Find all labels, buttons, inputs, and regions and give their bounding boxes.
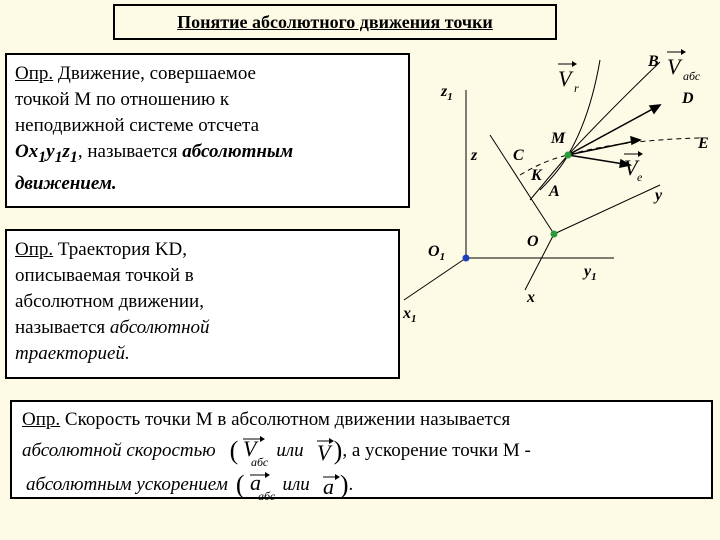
def1-called: , называется	[77, 141, 183, 162]
def3-line1	[22, 406, 701, 434]
def2-line3: абсолютном движении,	[15, 291, 204, 312]
v-r-arrow	[568, 140, 640, 155]
v-symbol: V	[316, 440, 331, 465]
a-symbol: a	[322, 474, 334, 499]
label-y: y	[655, 187, 663, 204]
v-r-arrowhead	[631, 137, 640, 144]
def1-line5: движением.	[15, 172, 117, 194]
v-abs-symbol: V	[243, 436, 257, 461]
v-abs-vector	[240, 434, 269, 469]
def3-abs-velocity: абсолютной скоростью	[22, 440, 216, 461]
a-abs-symbol: a	[249, 470, 261, 495]
def1-z: z	[62, 141, 70, 162]
v-abs-arrowhead	[650, 105, 660, 113]
v-abs-arrow	[568, 105, 660, 155]
def1-absolute: абсолютным	[182, 141, 294, 162]
label-z1: $z_1$	[441, 83, 453, 103]
x1-axis	[404, 258, 466, 300]
ve-sub: e	[637, 170, 643, 184]
def1-sub2: 1	[54, 148, 63, 166]
origin-o1-point	[463, 255, 470, 262]
v-vector	[314, 436, 334, 466]
label-ve	[624, 151, 643, 184]
def3-line2	[22, 434, 701, 468]
label-z: z	[471, 147, 478, 164]
v-abs-sub: абс	[251, 455, 269, 469]
def2-text1: Траектория KD,	[53, 239, 188, 260]
y-axis	[554, 185, 660, 234]
point-m	[565, 152, 572, 159]
vr-sub: r	[574, 81, 579, 95]
or-1: или	[276, 440, 304, 461]
a-abs-sub: абс	[257, 489, 275, 503]
def3-prefix: Опр.	[22, 409, 61, 430]
vabs-symbol: V	[667, 54, 681, 79]
fixed-frame-axes	[404, 90, 614, 300]
ve-symbol: V	[624, 155, 638, 180]
def3-accel: , а ускорение точки M -	[342, 440, 531, 461]
label-o1: $O_1$	[428, 243, 446, 263]
label-a: A	[549, 183, 560, 200]
label-x: x	[527, 289, 535, 306]
accel-formula: ( a абс или a )	[235, 470, 349, 503]
def3-abs-accel: абсолютным ускорением	[26, 474, 228, 495]
def3-end: .	[348, 474, 354, 495]
label-d: D	[682, 90, 694, 107]
or-2: или	[282, 474, 310, 495]
a-abs-vector	[247, 468, 273, 502]
relative-trajectory-ce	[520, 138, 700, 175]
def1-ox: Ox	[15, 141, 39, 162]
def2-line2: описываемая точкой в	[15, 265, 194, 286]
def1-text1: Движение, совершаемое	[53, 63, 256, 84]
label-c: C	[513, 147, 524, 164]
def1-line3: неподвижной системе отсчета	[15, 115, 260, 136]
label-o: O	[527, 233, 539, 250]
def2-called: называется	[15, 317, 110, 338]
label-y1: $y_1$	[584, 263, 597, 283]
label-m: M	[551, 130, 566, 147]
def1-sub3: 1	[69, 148, 78, 166]
def3-line3	[22, 468, 701, 502]
a-vector	[320, 470, 340, 500]
label-vr	[558, 61, 579, 95]
def1-line2: точкой M по отношению к	[15, 89, 230, 110]
label-x1: $x_1$	[403, 305, 417, 325]
definition-absolute-velocity	[10, 400, 713, 503]
def2-line5: траекторией.	[15, 343, 130, 364]
vr-symbol: V	[558, 66, 572, 91]
velocity-formula: ( V абс или V )	[229, 436, 343, 469]
label-b: B	[648, 53, 659, 70]
def1-y: y	[46, 141, 55, 162]
def3-text1: Скорость точки M в абсолютном движении называется	[60, 409, 511, 430]
origin-o-point	[551, 231, 558, 238]
page-title: Понятие абсолютного движения точки	[113, 4, 557, 40]
velocity-vectors	[568, 105, 660, 167]
label-k: K	[531, 167, 542, 184]
label-e: E	[698, 135, 709, 152]
def1-prefix: Опр.	[15, 63, 54, 84]
def2-absolute: абсолютной	[109, 317, 210, 338]
def2-prefix: Опр.	[15, 239, 54, 260]
vabs-sub: абс	[683, 69, 701, 83]
label-vabs	[667, 49, 701, 83]
def1-sub1: 1	[38, 148, 47, 166]
